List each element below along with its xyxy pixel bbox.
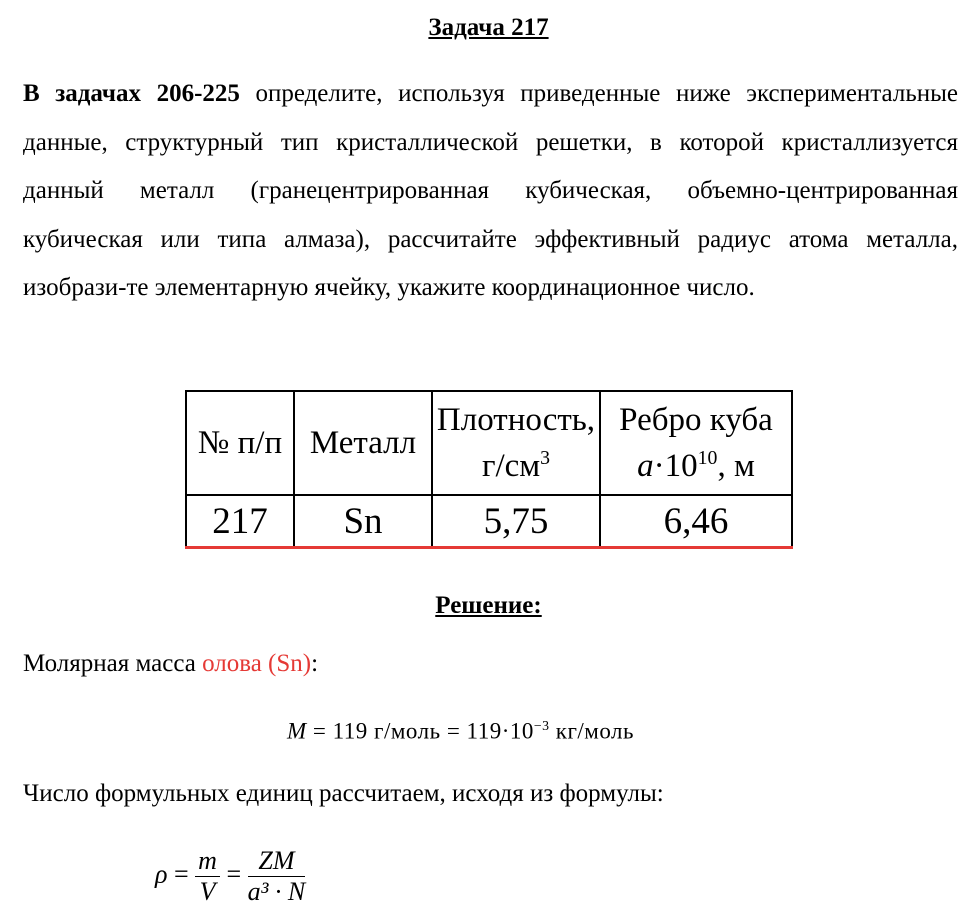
header-density-unit: г/см (481, 448, 541, 484)
header-metal: Металл (294, 391, 432, 495)
molar-mass-line (23, 650, 318, 678)
frac2-den: a³ · N (247, 877, 306, 906)
frac1-num: m (195, 846, 220, 877)
eq1-var: M (287, 718, 307, 744)
header-density (432, 391, 600, 495)
molar-prefix: Молярная масса (23, 650, 203, 677)
header-density-exp: 3 (540, 447, 551, 469)
frac2-num: ZM (248, 846, 306, 877)
eq1-exp: −3 (533, 718, 550, 733)
cell-density: 5,75 (432, 495, 600, 548)
header-edge-mult: ·10 (653, 448, 698, 484)
header-edge (600, 391, 792, 495)
header-edge-exp: 10 (697, 447, 718, 469)
task-prefix: В задачах 206-225 (23, 80, 240, 107)
molar-highlight: олова (Sn) (202, 650, 312, 677)
frac1-den: V (199, 877, 216, 906)
table-row (186, 495, 792, 548)
task-description (23, 70, 958, 313)
eq1-unit: кг/моль (549, 718, 635, 744)
header-edge-var: a (637, 448, 654, 484)
data-table (185, 390, 793, 549)
header-number: № п/п (186, 391, 294, 495)
count-text: Число формульных единиц рассчитаем, исходя из формулы: (23, 780, 664, 807)
header-density-label: Плотность, (436, 402, 596, 438)
formula-eq2: = (219, 859, 248, 889)
table-header-row (186, 391, 792, 495)
formula-eq1: = (167, 859, 196, 889)
molar-mass-equation (287, 718, 634, 745)
fraction-m-v (195, 846, 220, 907)
molar-suffix: : (311, 650, 319, 677)
fraction-zm (248, 846, 306, 907)
task-title: Задача 217 (428, 14, 549, 41)
header-edge-label: Ребро куба (619, 402, 773, 438)
formula-rho: ρ (155, 859, 168, 889)
cell-edge: 6,46 (600, 495, 792, 548)
task-text: определите, используя приведенные ниже экспериментальные данные, структурный тип кристаллической решетки, в которой кристаллизуется данный металл (гранецентрированная кубическая, объемно-центрированная кубическая или типа алмаза), рассчитайте эффективный радиус атома металла, изобрази-те элементарную ячейку, укажите координационное число. (23, 80, 958, 301)
header-edge-unit: , м (717, 448, 755, 484)
density-formula (155, 846, 305, 907)
cell-metal: Sn (294, 495, 432, 548)
solution-title: Решение: (435, 592, 542, 619)
eq1-rest: = 119 г/моль = 119·10 (306, 718, 534, 744)
cell-number: 217 (186, 495, 294, 548)
